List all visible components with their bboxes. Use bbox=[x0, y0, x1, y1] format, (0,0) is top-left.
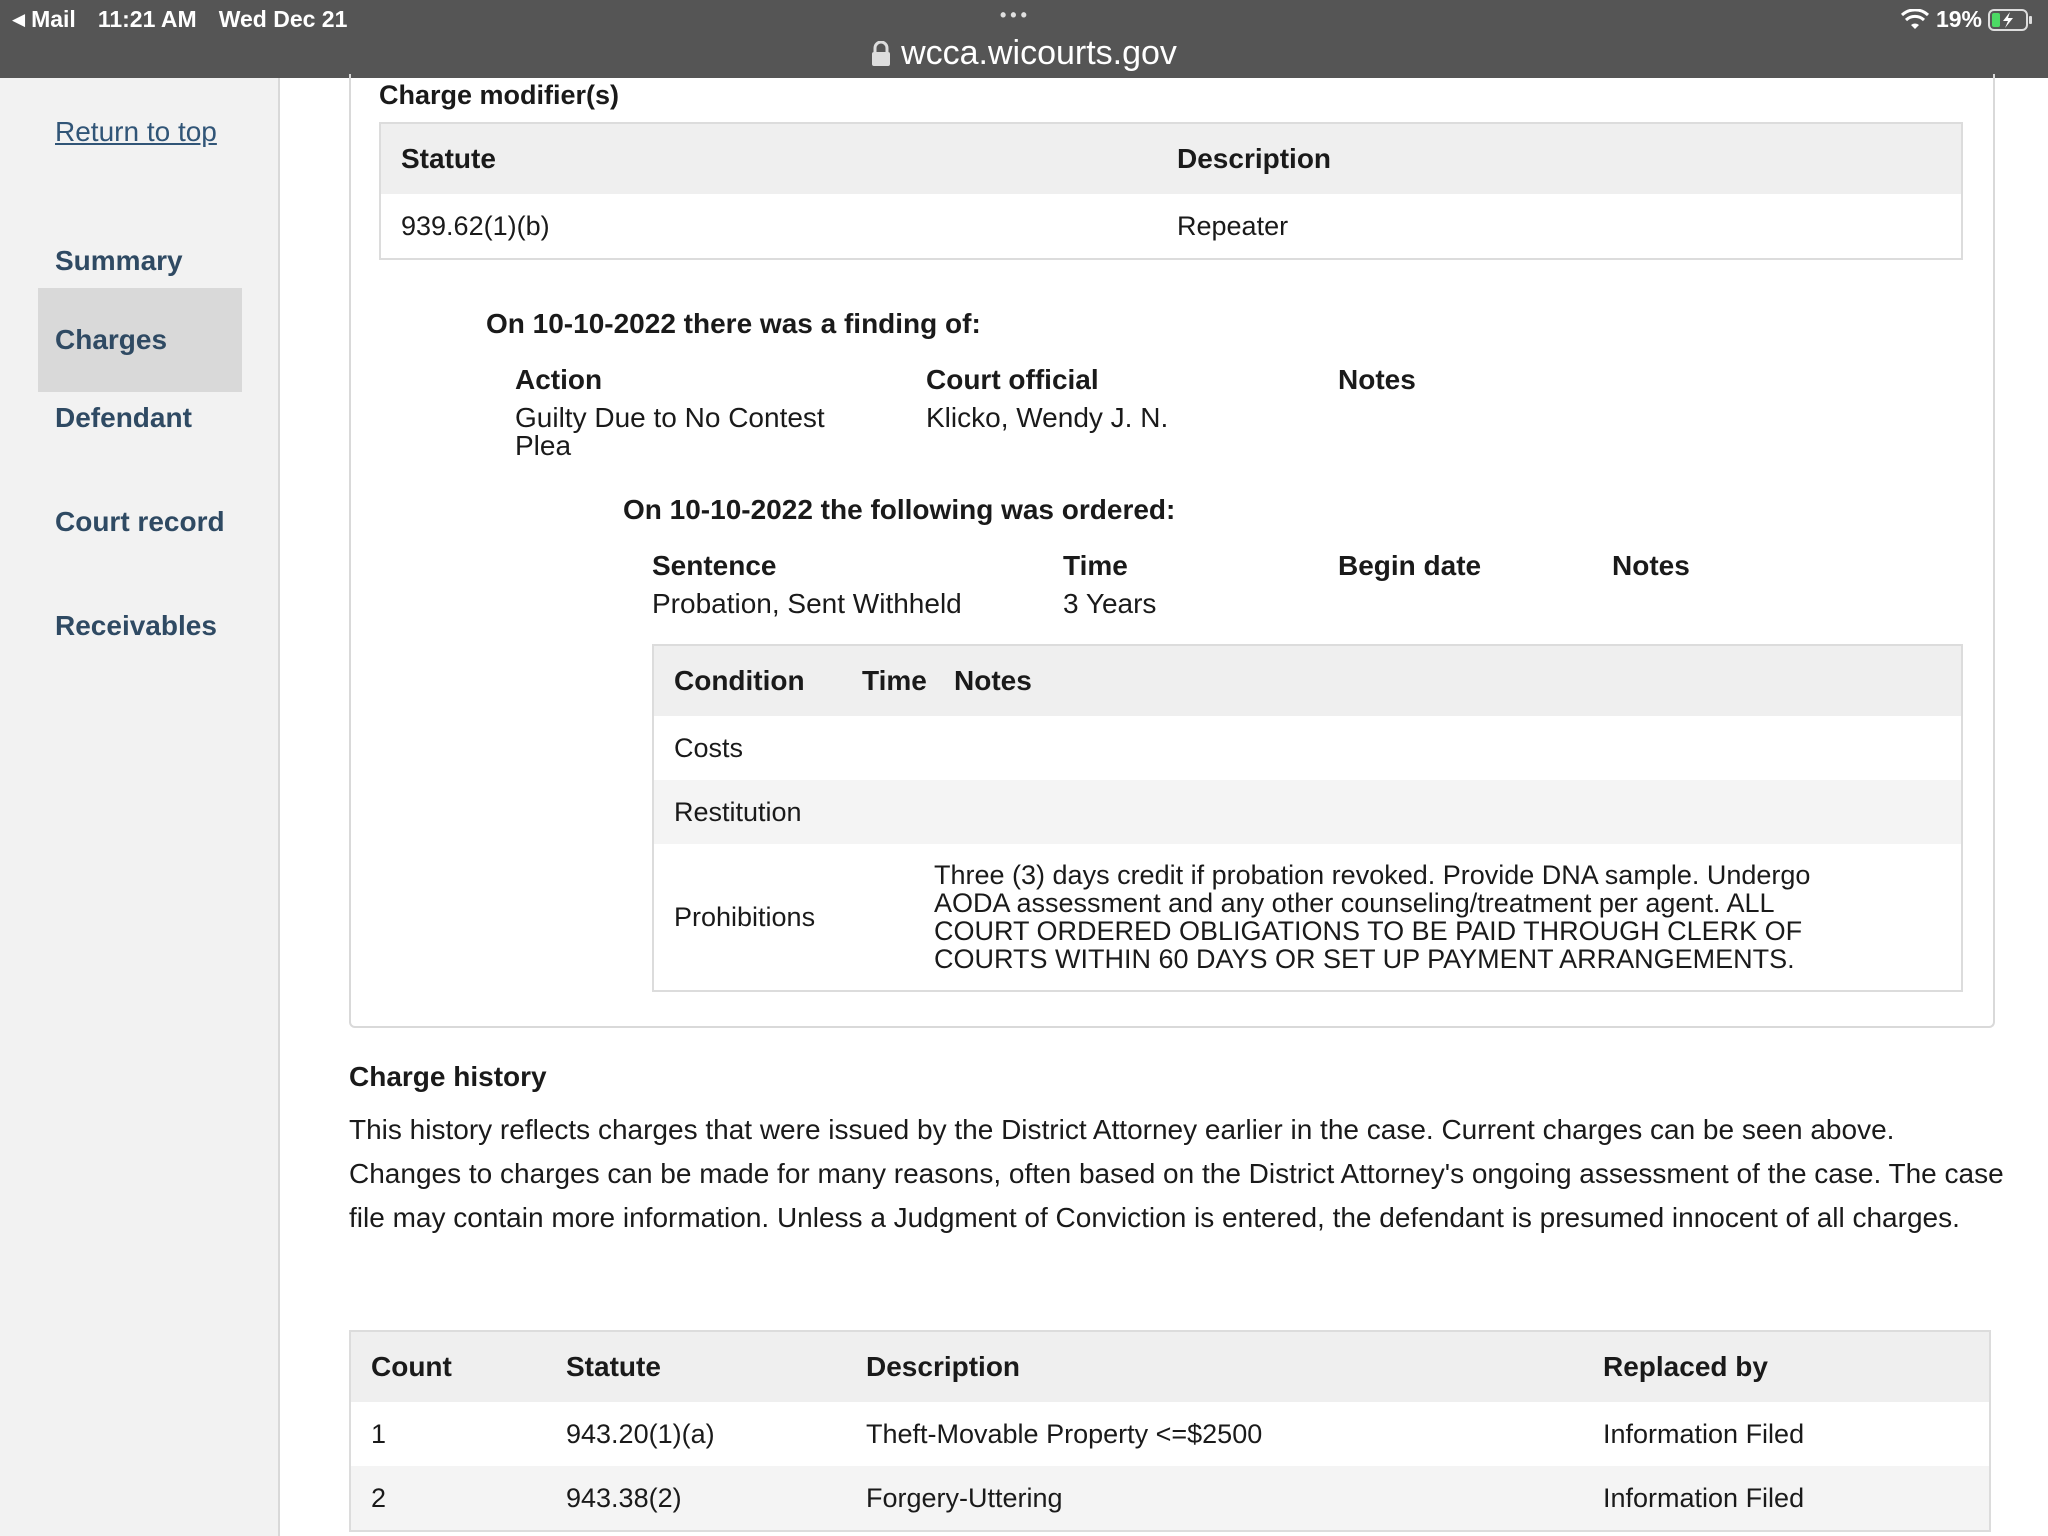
time-label: Time bbox=[1063, 550, 1128, 581]
url-bar[interactable] bbox=[0, 34, 2048, 73]
cell-description: Forgery-Uttering bbox=[846, 1466, 1583, 1531]
conditions-table bbox=[652, 644, 1963, 992]
note-line: Three (3) days credit if probation revoked. Provide DNA sample. Undergo bbox=[934, 860, 1811, 890]
sidebar-item-label: Summary bbox=[55, 245, 183, 276]
charge-modifiers-table bbox=[379, 122, 1963, 260]
sentence-value: Probation, Sent Withheld bbox=[652, 588, 962, 619]
cell-condition: Costs bbox=[674, 732, 744, 763]
finding-title: On 10-10-2022 there was a finding of: bbox=[486, 308, 981, 339]
action-value-line1: Guilty Due to No Contest bbox=[515, 402, 825, 433]
cell-time bbox=[842, 716, 934, 780]
table-row bbox=[653, 780, 1962, 844]
cell-notes bbox=[934, 716, 1962, 780]
cell-replaced-by: Information Filed bbox=[1603, 1418, 1805, 1449]
action-label: Action bbox=[515, 364, 603, 395]
action-value-line2: Plea bbox=[515, 430, 572, 461]
table-row bbox=[653, 716, 1962, 780]
cell-description: Repeater bbox=[1177, 210, 1289, 241]
charge-modifiers-title: Charge modifier(s) bbox=[379, 80, 620, 110]
order-notes-label: Notes bbox=[1612, 550, 1690, 581]
order-title: On 10-10-2022 the following was ordered: bbox=[623, 494, 1176, 525]
column-header-description: Description bbox=[846, 1331, 1583, 1402]
column-header-replaced-by: Replaced by bbox=[1583, 1331, 1990, 1402]
sidebar-item-court-record[interactable] bbox=[38, 470, 242, 574]
battery-charging-icon bbox=[1988, 8, 2034, 32]
status-date: Wed Dec 21 bbox=[218, 6, 348, 32]
time-value: 3 Years bbox=[1063, 588, 1157, 619]
status-left bbox=[12, 6, 347, 33]
charge-history-title: Charge history bbox=[349, 1061, 547, 1092]
column-header-statute: Statute bbox=[380, 123, 1157, 194]
return-to-top-link[interactable]: Return to top bbox=[55, 116, 217, 147]
note-line: COURT ORDERED OBLIGATIONS TO BE PAID THROUGH CLERK OF bbox=[934, 916, 1803, 946]
table-row bbox=[653, 844, 1962, 991]
table-header-row bbox=[653, 645, 1962, 716]
cell-time bbox=[842, 780, 934, 844]
column-header-time: Time bbox=[842, 645, 934, 716]
begin-date-label: Begin date bbox=[1338, 550, 1482, 581]
table-row bbox=[350, 1466, 1990, 1531]
charge-detail-panel bbox=[349, 74, 1995, 1028]
status-right bbox=[1900, 6, 2034, 33]
column-header-count: Count bbox=[350, 1331, 546, 1402]
note-line: AODA assessment and any other counseling/treatment per agent. ALL bbox=[934, 888, 1775, 918]
sidebar-item-label: Receivables bbox=[55, 610, 217, 641]
finding-notes-label: Notes bbox=[1338, 364, 1416, 395]
cell-count: 1 bbox=[371, 1418, 387, 1449]
note-line: COURTS WITHIN 60 DAYS OR SET UP PAYMENT ARRANGEMENTS. bbox=[934, 944, 1795, 974]
column-header-notes: Notes bbox=[934, 645, 1962, 716]
column-header-statute: Statute bbox=[546, 1331, 846, 1402]
cell-replaced-by: Information Filed bbox=[1583, 1466, 1990, 1531]
cell-statute: 943.20(1)(a) bbox=[566, 1418, 715, 1449]
cell-time bbox=[842, 844, 934, 991]
sidebar-item-label: Charges bbox=[55, 324, 168, 355]
sidebar-item-label: Court record bbox=[55, 506, 225, 537]
cell-notes bbox=[934, 780, 1962, 844]
lock-icon bbox=[871, 41, 891, 67]
court-official-label: Court official bbox=[926, 364, 1099, 395]
column-header-condition: Condition bbox=[653, 645, 842, 716]
multitasking-dots[interactable]: ••• bbox=[1000, 5, 1031, 25]
main-content bbox=[278, 78, 2048, 1536]
table-row bbox=[350, 1402, 1990, 1466]
sidebar-item-label: Defendant bbox=[55, 402, 192, 433]
browser-top-bar bbox=[0, 0, 2048, 78]
cell-condition: Prohibitions bbox=[674, 901, 816, 932]
wifi-icon bbox=[1900, 9, 1930, 31]
cell-description: Theft-Movable Property <=$2500 bbox=[866, 1418, 1263, 1449]
charge-history-table bbox=[349, 1330, 1991, 1532]
column-header-description: Description bbox=[1157, 123, 1962, 194]
charge-history-description: This history reflects charges that were issued by the District Attorney earlier in the case. Current charges can be seen above. Changes to charges can be made for many reasons, often based on the District Attorney's ongoing assessment of the case. The case file may contain more information. Unless a Judgment of Conviction is entered, the defendant is presumed innocent of all charges. bbox=[349, 1114, 2004, 1233]
table-header-row bbox=[350, 1331, 1990, 1402]
back-app-label[interactable]: Mail bbox=[31, 6, 76, 32]
url-text[interactable]: wcca.wicourts.gov bbox=[901, 34, 1177, 72]
cell-notes bbox=[934, 844, 1962, 991]
cell-statute: 939.62(1)(b) bbox=[401, 210, 550, 241]
table-row bbox=[380, 194, 1962, 259]
cell-statute: 943.38(2) bbox=[546, 1466, 846, 1531]
sentence-label: Sentence bbox=[652, 550, 777, 581]
battery-percent: 19% bbox=[1935, 6, 1982, 32]
sidebar-item-receivables[interactable] bbox=[38, 574, 242, 678]
sidebar-item-defendant[interactable] bbox=[38, 366, 242, 470]
table-header-row bbox=[380, 123, 1962, 194]
back-arrow-icon[interactable]: ◀ bbox=[12, 9, 26, 29]
cell-count: 2 bbox=[350, 1466, 546, 1531]
status-time: 11:21 AM bbox=[97, 6, 197, 32]
sidebar-nav bbox=[0, 78, 280, 1536]
court-official-value: Klicko, Wendy J. N. bbox=[926, 402, 1169, 433]
cell-condition: Restitution bbox=[653, 780, 842, 844]
